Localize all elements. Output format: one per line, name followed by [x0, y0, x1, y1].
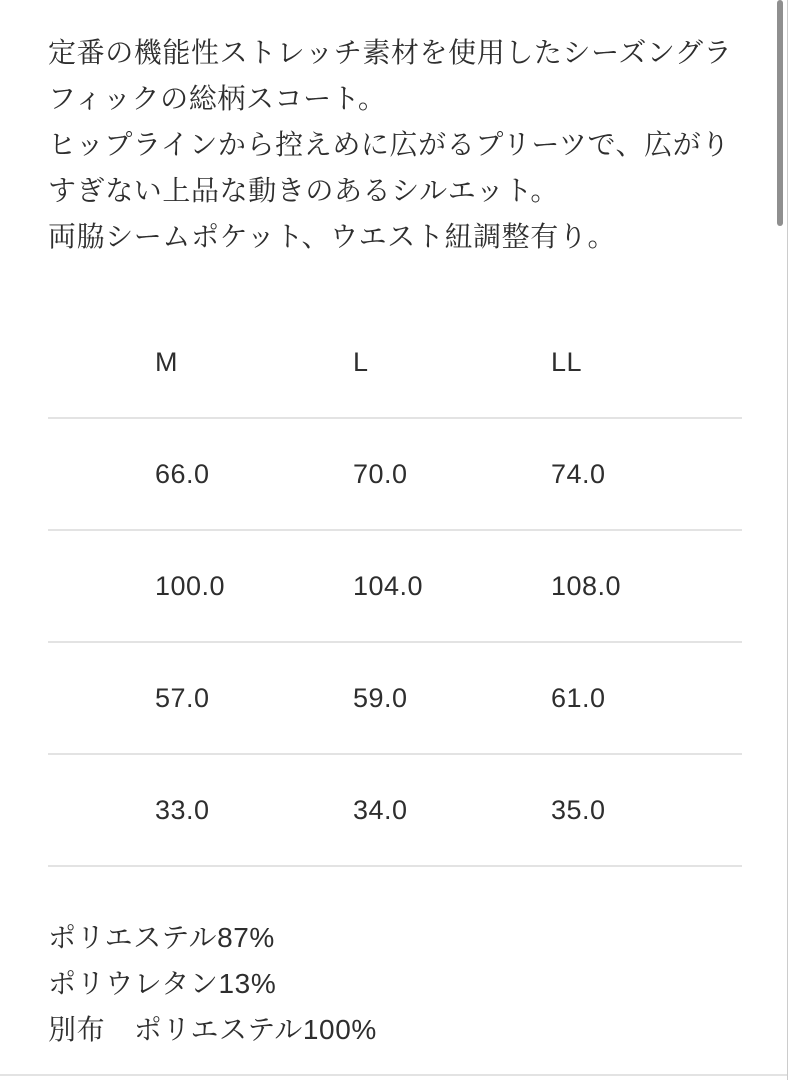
- size-table-row: [48, 531, 742, 643]
- description-line: フィックの総柄スコート。: [48, 83, 387, 114]
- size-value-cell: 35.0: [551, 794, 606, 825]
- size-value-cell: 100.0: [155, 570, 226, 601]
- material-line: ポリエステル87%: [48, 922, 275, 953]
- size-value-cell: 108.0: [551, 570, 622, 601]
- size-value-cell: 57.0: [155, 682, 210, 713]
- size-value-cell: 33.0: [155, 794, 210, 825]
- size-value-cell: 66.0: [155, 458, 210, 489]
- size-table-row: [48, 755, 742, 867]
- size-table-row: [48, 643, 742, 755]
- scrollbar-thumb[interactable]: [777, 0, 783, 226]
- size-value-cell: 74.0: [551, 458, 606, 489]
- size-table: [48, 326, 742, 867]
- size-table-row: [48, 419, 742, 531]
- material-composition: [48, 915, 742, 1053]
- size-value-cell: 70.0: [353, 458, 408, 489]
- size-value-cell: 34.0: [353, 794, 408, 825]
- size-value-cell: 59.0: [353, 682, 408, 713]
- description-line: ヒップラインから控えめに広がるプリーツで、広がり: [48, 129, 730, 160]
- material-line: 別布 ポリエステル100%: [48, 1014, 377, 1045]
- material-line: ポリウレタン13%: [48, 968, 277, 999]
- description-line: 定番の機能性ストレッチ素材を使用したシーズングラ: [48, 37, 733, 68]
- size-value-cell: 61.0: [551, 682, 606, 713]
- description-line: すぎない上品な動きのあるシルエット。: [48, 175, 560, 206]
- size-column-header-l: L: [353, 347, 369, 377]
- section-divider: [0, 1074, 788, 1076]
- description-line: 両脇シームポケット、ウエスト紐調整有り。: [48, 221, 617, 252]
- size-value-cell: 104.0: [353, 570, 424, 601]
- size-column-header-m: M: [155, 347, 178, 377]
- size-table-header-row: [48, 326, 742, 419]
- size-column-header-ll: LL: [551, 347, 583, 377]
- product-description: [48, 0, 742, 260]
